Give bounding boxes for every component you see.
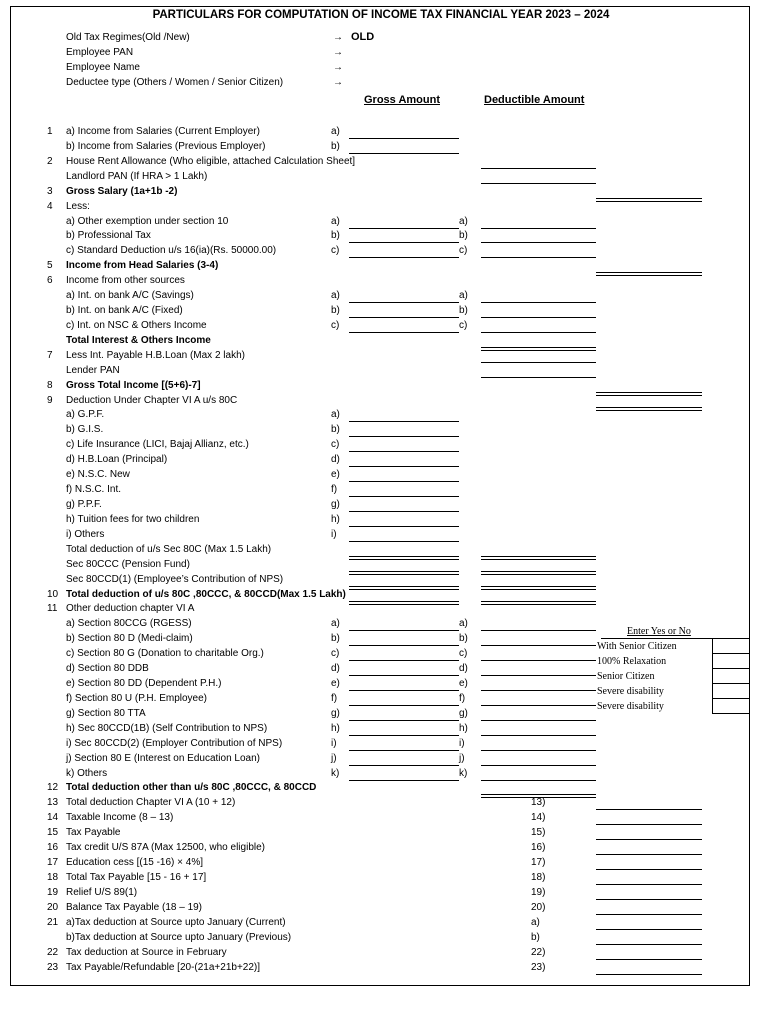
total-amount-field[interactable] — [596, 899, 702, 900]
row-label: Relief U/S 89(1) — [66, 886, 138, 898]
yes-no-header: Enter Yes or No — [627, 626, 691, 637]
gross-amount-field[interactable] — [349, 780, 459, 781]
yn-input-senior[interactable] — [712, 669, 750, 684]
gross-amount-field[interactable] — [349, 630, 459, 631]
row-number: 19 — [47, 886, 59, 898]
gross-amount-field[interactable] — [349, 735, 459, 736]
row-label: Other deduction chapter VI A — [66, 603, 195, 615]
row-number: 11 — [47, 603, 58, 615]
deductible-amount-field[interactable] — [481, 332, 596, 333]
gross-marker: d) — [331, 663, 340, 675]
row-label: g) P.P.F. — [66, 499, 102, 510]
gross-marker: e) — [331, 678, 340, 690]
deductible-amount-field[interactable] — [481, 168, 596, 169]
gross-marker: b) — [331, 424, 340, 436]
row-number: 23 — [47, 961, 59, 973]
row-label: a) Other exemption under section 10 — [66, 215, 229, 227]
deductible-amount-field[interactable] — [481, 630, 596, 631]
row-number: 9 — [47, 394, 53, 406]
deductible-marker: k) — [459, 767, 468, 779]
row-label: Total deduction other than u/s 80C ,80CCC, & 80CCD — [66, 782, 317, 794]
row-label: Total Tax Payable [15 - 16 + 17] — [66, 872, 207, 883]
row-label: j) Section 80 E (Interest on Education Loan) — [66, 752, 261, 764]
deductible-marker: i) — [459, 737, 465, 749]
deductible-amount-field[interactable] — [481, 586, 596, 590]
gross-amount-field[interactable] — [349, 436, 459, 437]
result-marker: 14) — [531, 812, 546, 824]
gross-amount-field[interactable] — [349, 690, 459, 691]
result-marker: 19) — [531, 886, 546, 898]
yn-input-disability-2[interactable] — [712, 699, 750, 714]
row-label: a) Section 80CCG (RGESS) — [66, 618, 192, 630]
row-label: a) G.P.F. — [66, 409, 105, 421]
gross-amount-field[interactable] — [349, 257, 459, 258]
row-label: House Rent Allowance (Who eligible, attached Calculation Sheet] — [66, 155, 356, 167]
gross-marker: a) — [331, 618, 340, 630]
deductible-marker: h) — [459, 722, 468, 734]
row-label: Income from other sources — [66, 275, 185, 287]
gross-amount-field[interactable] — [349, 571, 459, 575]
result-marker: 16) — [531, 842, 546, 854]
deductible-marker: e) — [459, 678, 468, 690]
row-number: 6 — [47, 275, 53, 287]
row-label: a) Income from Salaries (Current Employer) — [66, 126, 260, 137]
deductible-amount-field[interactable] — [481, 750, 596, 751]
regime-label: Old Tax Regimes(Old /New) — [66, 32, 190, 43]
row-label: Landlord PAN (If HRA > 1 Lakh) — [66, 170, 208, 182]
row-label: e) Section 80 DD (Dependent P.H.) — [66, 678, 222, 690]
deductible-amount-field[interactable] — [481, 735, 596, 736]
row-number: 3 — [47, 185, 53, 197]
deductible-amount-field[interactable] — [481, 302, 596, 303]
row-label: b)Tax deduction at Source upto January (Previous) — [66, 931, 292, 943]
arrow-icon: → — [333, 32, 343, 43]
yn-input-relaxation[interactable] — [712, 654, 750, 669]
gross-marker: c) — [331, 648, 340, 660]
deductible-amount-field[interactable] — [481, 765, 596, 766]
gross-marker: h) — [331, 513, 340, 525]
row-label: b) G.I.S. — [66, 424, 104, 436]
row-label: k) Others — [66, 767, 108, 779]
gross-marker: b) — [331, 633, 340, 645]
total-amount-field[interactable] — [596, 944, 702, 945]
employee-name-label: Employee Name — [66, 62, 140, 73]
row-label: Tax Payable — [66, 827, 121, 839]
yn-input-senior-with[interactable] — [712, 639, 750, 654]
gross-marker: c) — [331, 245, 340, 257]
row-label: Gross Total Income [(5+6)-7] — [66, 379, 201, 391]
deductible-amount-field[interactable] — [481, 601, 596, 605]
gross-amount-field[interactable] — [349, 660, 459, 661]
result-marker: 22) — [531, 946, 546, 958]
row-number: 2 — [47, 155, 53, 167]
row-label: Taxable Income (8 – 13) — [66, 812, 174, 824]
yn-label-senior-with: With Senior Citizen — [597, 641, 677, 652]
gross-amount-header: Gross Amount — [364, 94, 440, 106]
row-number: 14 — [47, 812, 59, 824]
deductible-amount-field[interactable] — [481, 675, 596, 676]
deductible-amount-field[interactable] — [481, 242, 596, 243]
deductible-marker: a) — [459, 215, 468, 227]
row-label: Tax credit U/S 87A (Max 12500, who eligible) — [66, 842, 265, 854]
row-label: d) Section 80 DDB — [66, 663, 149, 675]
gross-marker: j) — [331, 752, 337, 764]
row-number: 8 — [47, 379, 53, 391]
deductible-amount-field[interactable] — [481, 362, 596, 363]
total-amount-field[interactable] — [596, 824, 702, 825]
deductible-amount-field[interactable] — [481, 780, 596, 781]
row-label: h) Tuition fees for two children — [66, 513, 200, 525]
yn-input-disability-1[interactable] — [712, 684, 750, 699]
row-label: i) Sec 80CCD(2) (Employer Contribution of NPS) — [66, 737, 283, 749]
deductible-amount-field[interactable] — [481, 317, 596, 318]
gross-amount-field[interactable] — [349, 765, 459, 766]
yn-label-disability-1: Severe disability — [597, 686, 664, 697]
row-number: 22 — [47, 946, 59, 958]
arrow-icon: → — [333, 77, 343, 88]
row-label: Total deduction of u/s 80C ,80CCC, & 80CCD(Max 1.5 Lakh) — [66, 588, 346, 600]
total-amount-field[interactable] — [596, 884, 702, 885]
row-number: 13 — [47, 797, 59, 809]
result-marker: 13) — [531, 797, 546, 809]
row-number: 5 — [47, 260, 53, 272]
total-amount-field[interactable] — [596, 959, 702, 960]
row-number: 15 — [47, 827, 59, 839]
deductible-amount-field[interactable] — [481, 571, 596, 575]
row-label: c) Section 80 G (Donation to charitable Org.) — [66, 648, 264, 660]
yn-label-relaxation: 100% Relaxation — [597, 656, 667, 667]
total-amount-field[interactable] — [596, 392, 702, 396]
deductible-amount-field[interactable] — [481, 183, 596, 184]
deductible-amount-field[interactable] — [481, 556, 596, 560]
result-marker: a) — [531, 916, 540, 928]
row-label: b) Income from Salaries (Previous Employer) — [66, 140, 266, 152]
deductible-marker: j) — [459, 752, 465, 764]
deductible-marker: c) — [459, 319, 468, 331]
row-label: f) N.S.C. Int. — [66, 484, 122, 496]
deductible-marker: a) — [459, 618, 468, 630]
row-label: e) N.S.C. New — [66, 469, 130, 481]
deductible-amount-header: Deductible Amount — [484, 94, 585, 106]
row-label: Balance Tax Payable (18 – 19) — [66, 901, 203, 913]
deductible-amount-field[interactable] — [481, 660, 596, 661]
gross-marker: a) — [331, 409, 340, 421]
row-label: Total deduction Chapter VI A (10 + 12) — [66, 797, 236, 809]
gross-amount-field[interactable] — [349, 242, 459, 243]
row-label: Education cess [(15 -16) × 4%] — [66, 857, 204, 869]
row-label: Tax deduction at Source in February — [66, 946, 227, 958]
row-label: Deduction Under Chapter VI A u/s 80C — [66, 394, 238, 406]
yn-label-disability-2: Severe disability — [597, 701, 664, 712]
row-label: c) Life Insurance (LICI, Bajaj Allianz, etc.) — [66, 439, 249, 451]
page-title: PARTICULARS FOR COMPUTATION OF INCOME TAX FINANCIAL YEAR 2023 – 2024 — [152, 9, 610, 21]
gross-amount-field[interactable] — [349, 332, 459, 333]
row-label: c) Int. on NSC & Others Income — [66, 319, 207, 331]
total-amount-field[interactable] — [596, 198, 702, 202]
arrow-icon: → — [333, 47, 343, 58]
deductible-amount-field[interactable] — [481, 228, 596, 229]
row-label: Income from Head Salaries (3-4) — [66, 260, 219, 272]
deductible-marker: b) — [459, 633, 468, 645]
row-label: c) Standard Deduction u/s 16(ia)(Rs. 50000.00) — [66, 245, 277, 257]
gross-amount-field[interactable] — [349, 556, 459, 560]
deductible-marker: d) — [459, 663, 468, 675]
row-number: 4 — [47, 200, 53, 212]
gross-amount-field[interactable] — [349, 601, 459, 605]
employee-pan-label: Employee PAN — [66, 47, 134, 58]
row-label: a) Int. on bank A/C (Savings) — [66, 290, 194, 302]
row-number: 16 — [47, 842, 59, 854]
gross-amount-field[interactable] — [349, 496, 459, 497]
tax-computation-sheet — [10, 6, 750, 986]
row-label: Sec 80CCD(1) (Employee’s Contribution of NPS) — [66, 573, 284, 585]
row-number: 17 — [47, 857, 59, 869]
deductible-marker: f) — [459, 692, 466, 704]
row-number: 12 — [47, 782, 59, 794]
gross-marker: c) — [331, 319, 340, 331]
total-amount-field[interactable] — [596, 407, 702, 411]
result-marker: 23) — [531, 961, 546, 973]
arrow-icon: → — [333, 62, 343, 73]
row-label: g) Section 80 TTA — [66, 707, 146, 719]
gross-marker: c) — [331, 439, 340, 451]
row-label: a)Tax deduction at Source upto January (Current) — [66, 916, 286, 928]
gross-amount-field[interactable] — [349, 720, 459, 721]
deductible-marker: c) — [459, 245, 468, 257]
gross-amount-field[interactable] — [349, 526, 459, 527]
gross-amount-field[interactable] — [349, 645, 459, 646]
gross-amount-field[interactable] — [349, 750, 459, 751]
gross-amount-field[interactable] — [349, 153, 459, 154]
gross-marker: h) — [331, 722, 340, 734]
row-label: Gross Salary (1a+1b -2) — [66, 185, 178, 197]
row-number: 18 — [47, 872, 59, 883]
total-amount-field[interactable] — [596, 854, 702, 855]
deductible-amount-field[interactable] — [481, 705, 596, 706]
gross-amount-field[interactable] — [349, 586, 459, 590]
deductible-marker: c) — [459, 648, 468, 660]
row-number: 7 — [47, 349, 53, 361]
total-amount-field[interactable] — [596, 974, 702, 975]
gross-marker: b) — [331, 305, 340, 317]
total-amount-field[interactable] — [596, 869, 702, 870]
gross-marker: k) — [331, 767, 340, 779]
result-marker: 17) — [531, 857, 546, 869]
row-label: Sec 80CCC (Pension Fund) — [66, 558, 190, 570]
gross-amount-field[interactable] — [349, 138, 459, 139]
gross-marker: i) — [331, 528, 337, 540]
deductible-marker: b) — [459, 230, 468, 242]
total-amount-field[interactable] — [596, 839, 702, 840]
row-number: 1 — [47, 126, 53, 137]
gross-amount-field[interactable] — [349, 302, 459, 303]
gross-marker: f) — [331, 692, 338, 704]
row-label: Total Interest & Others Income — [66, 334, 211, 346]
gross-marker: b) — [331, 140, 340, 152]
row-label: b) Professional Tax — [66, 230, 151, 242]
deductee-type-label: Deductee type (Others / Women / Senior Citizen) — [66, 77, 284, 88]
gross-amount-field[interactable] — [349, 541, 459, 542]
row-number: 21 — [47, 916, 59, 928]
gross-amount-field[interactable] — [349, 317, 459, 318]
row-label: Tax Payable/Refundable [20-(21a+21b+22)] — [66, 961, 261, 973]
gross-marker: f) — [331, 484, 338, 496]
row-label: b) Section 80 D (Medi-claim) — [66, 633, 193, 645]
result-marker: b) — [531, 931, 540, 943]
deductible-amount-field[interactable] — [481, 720, 596, 721]
row-label: b) Int. on bank A/C (Fixed) — [66, 305, 183, 317]
deductible-amount-field[interactable] — [481, 347, 596, 351]
total-amount-field[interactable] — [596, 809, 702, 810]
row-label: d) H.B.Loan (Principal) — [66, 454, 168, 466]
total-amount-field[interactable] — [596, 929, 702, 930]
gross-amount-field[interactable] — [349, 451, 459, 452]
deductible-amount-field[interactable] — [481, 377, 596, 378]
gross-marker: i) — [331, 737, 337, 749]
result-marker: 20) — [531, 901, 546, 913]
result-marker: 15) — [531, 827, 546, 839]
gross-amount-field[interactable] — [349, 481, 459, 482]
row-label: Total deduction of u/s Sec 80C (Max 1.5 Lakh) — [66, 543, 272, 555]
gross-marker: g) — [331, 707, 340, 719]
gross-marker: a) — [331, 215, 340, 227]
row-number: 10 — [47, 588, 59, 600]
deductible-amount-field[interactable] — [481, 645, 596, 646]
result-marker: 18) — [531, 872, 546, 883]
row-label: Less Int. Payable H.B.Loan (Max 2 lakh) — [66, 349, 245, 361]
yn-label-senior: Senior Citizen — [597, 671, 655, 682]
gross-amount-field[interactable] — [349, 511, 459, 512]
deductible-marker: a) — [459, 290, 468, 302]
gross-amount-field[interactable] — [349, 675, 459, 676]
row-label: Lender PAN — [66, 364, 120, 376]
row-label: i) Others — [66, 528, 105, 540]
gross-amount-field[interactable] — [349, 466, 459, 467]
total-amount-field[interactable] — [596, 272, 702, 276]
row-label: Less: — [66, 200, 90, 212]
gross-amount-field[interactable] — [349, 421, 459, 422]
row-number: 20 — [47, 901, 59, 913]
total-amount-field[interactable] — [596, 914, 702, 915]
gross-marker: b) — [331, 230, 340, 242]
row-label: h) Sec 80CCD(1B) (Self Contribution to NPS) — [66, 722, 268, 734]
deductible-marker: b) — [459, 305, 468, 317]
gross-marker: d) — [331, 454, 340, 466]
row-label: f) Section 80 U (P.H. Employee) — [66, 692, 207, 704]
gross-marker: g) — [331, 499, 340, 510]
gross-marker: e) — [331, 469, 340, 481]
regime-value[interactable]: OLD — [351, 31, 375, 43]
gross-marker: a) — [331, 126, 340, 137]
deductible-marker: g) — [459, 707, 468, 719]
gross-marker: a) — [331, 290, 340, 302]
gross-amount-field[interactable] — [349, 705, 459, 706]
deductible-amount-field[interactable] — [481, 690, 596, 691]
deductible-amount-field[interactable] — [481, 257, 596, 258]
gross-amount-field[interactable] — [349, 228, 459, 229]
